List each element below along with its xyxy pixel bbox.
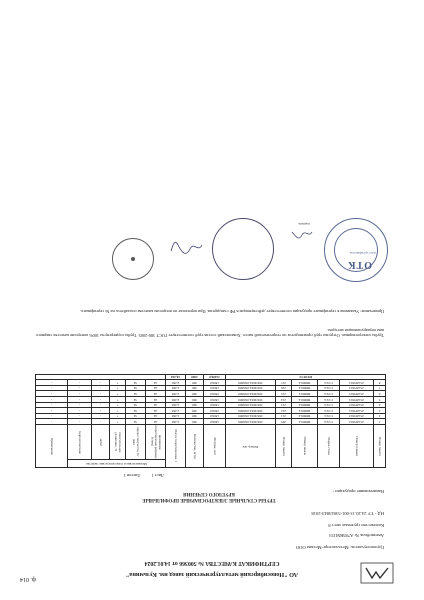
table-cell: 30Х30Х2,0Х6000 — [226, 413, 276, 419]
col-yield: предел текучести, Н/мм2 — [126, 425, 146, 460]
table-row — [36, 385, 386, 391]
table-cell: 9800014 — [292, 419, 318, 425]
table-cell: - — [36, 391, 68, 397]
otk-stamp-ring-text: Для сертификатов — [349, 251, 376, 255]
table-cell: 216 — [276, 385, 292, 391]
table-cell: 214 — [276, 397, 292, 403]
table-cell: 3 — [374, 408, 386, 414]
table-cell: 211 — [276, 413, 292, 419]
table-total-row — [36, 374, 386, 380]
total-length: 14400,0 — [204, 374, 226, 380]
table-cell: 9800014 — [292, 402, 318, 408]
col-note: Примечание — [36, 425, 68, 468]
table-body — [36, 374, 386, 424]
table-row — [36, 391, 386, 397]
table-cell: 1800,0 — [204, 385, 226, 391]
total-count: 2400 — [186, 374, 204, 380]
table-cell: - — [36, 380, 68, 386]
total-label: ИТОГО: — [226, 374, 386, 380]
col-package: Номер пакета — [276, 425, 292, 468]
table-cell: + — [110, 397, 126, 403]
table-cell: 231205813 — [340, 385, 374, 391]
total-empty — [36, 374, 166, 380]
sheet-count: Листов 1 — [123, 473, 141, 478]
col-no: Номер пакета — [374, 425, 386, 468]
table-cell: 231205813 — [340, 391, 374, 397]
table-cell: 1800,0 — [204, 380, 226, 386]
consignee-line: Грузополучатель: Металлоторг-Москва ООО — [295, 545, 384, 550]
note-paragraph-1: Трубы электросварные. Отгрузка труб производится по теоретической массе. Химический состав труб соответствует ГОСТ 380-2005. Трубы подвергнуты 100% контролю качества сварного шва неразрушающим методом. — [36, 327, 384, 338]
table-cell: 215 — [276, 391, 292, 397]
table-cell: 1800,0 — [204, 408, 226, 414]
table-cell: 217 — [276, 380, 292, 386]
otk-stamp — [324, 218, 388, 282]
table-cell: 2,283 — [166, 402, 186, 408]
table-row — [36, 413, 386, 419]
mechanical-group-header: Механические и технологические свойства — [68, 460, 166, 468]
table-cell: 1800,0 — [204, 391, 226, 397]
table-cell: 44 — [146, 419, 166, 425]
table-cell: - — [92, 413, 110, 419]
table-cell: 300 — [186, 385, 204, 391]
table-cell: 44 — [146, 408, 166, 414]
table-cell: - — [68, 380, 92, 386]
table-cell: - — [68, 413, 92, 419]
small-stamp — [112, 238, 154, 280]
table-cell: 231205813 — [340, 402, 374, 408]
table-cell: 2,283 — [166, 408, 186, 414]
table-cell: 34 — [126, 408, 146, 414]
table-cell: - — [68, 419, 92, 425]
table-cell: 30Х30Х2,0Х6000 — [226, 402, 276, 408]
table-cell: 212 — [276, 408, 292, 414]
table-row — [36, 397, 386, 403]
table-cell: 44 — [146, 413, 166, 419]
certificate-title: СЕРТИФИКАТ КАЧЕСТВА № 500366 от 14.01.2024 — [144, 560, 280, 566]
table-cell: 1800,0 — [204, 419, 226, 425]
table-cell: 1800,0 — [204, 397, 226, 403]
col-hydrotest: гидроиспытание — [68, 425, 92, 460]
table-cell: 300 — [186, 391, 204, 397]
table-row — [36, 408, 386, 414]
table-cell: - — [92, 397, 110, 403]
product-name-line1: ТРУБЫ СТАЛЬНЫЕ ЭЛЕКТРОСВАРНЫЕ ПРОФИЛЬНЫЕ — [142, 497, 276, 502]
table-cell: 213 — [276, 402, 292, 408]
col-mass: Масса теоретическая, т — [166, 425, 186, 468]
table-cell: - — [36, 397, 68, 403]
col-order: Номер заказа — [292, 425, 318, 468]
table-cell: + — [110, 413, 126, 419]
table-cell: 30Х30Х2,0Х6000 — [226, 419, 276, 425]
signature-icon — [170, 241, 204, 255]
certificate-table — [35, 374, 386, 468]
sheet-info — [114, 473, 164, 478]
table-cell: - — [92, 391, 110, 397]
col-grade: Марка стали — [318, 425, 340, 468]
table-cell: - — [36, 385, 68, 391]
table-row — [36, 402, 386, 408]
table-cell: 205 — [276, 419, 292, 425]
table-cell: 231205813 — [340, 419, 374, 425]
table-header-row — [36, 460, 386, 468]
table-cell: - — [92, 419, 110, 425]
table-cell: - — [36, 408, 68, 414]
table-cell: 1800,0 — [204, 402, 226, 408]
table-cell: - — [92, 408, 110, 414]
table-cell: 300 — [186, 397, 204, 403]
table-cell: 30Х30Х2,0Х6000 — [226, 391, 276, 397]
table-cell: + — [110, 385, 126, 391]
table-cell: 4 — [374, 402, 386, 408]
table-cell: 34 — [126, 385, 146, 391]
table-cell: + — [110, 402, 126, 408]
table-cell: 231205813 — [340, 397, 374, 403]
table-cell: 2,283 — [166, 380, 186, 386]
table-row — [36, 380, 386, 386]
table-cell: 231205813 — [340, 413, 374, 419]
table-cell: 231205813 — [340, 380, 374, 386]
table-cell: Ст3сп — [318, 380, 340, 386]
table-cell: 300 — [186, 408, 204, 414]
table-cell: 30Х30Х2,0Х6000 — [226, 385, 276, 391]
table-row — [36, 419, 386, 425]
table-cell: 30Х30Х2,0Х6000 — [226, 397, 276, 403]
otk-stamp-label: ОТК — [347, 259, 372, 270]
table-cell: 2 — [374, 413, 386, 419]
table-cell: - — [68, 391, 92, 397]
organization-name: АО "Новосибирский металлургический завод им. Кузьмина" — [125, 571, 299, 578]
form-number: ф. 014 — [20, 576, 36, 582]
table-cell: 1 — [374, 419, 386, 425]
table-cell: 30Х30Х2,0Х6000 — [226, 408, 276, 414]
table-cell: 2,283 — [166, 385, 186, 391]
table-cell: Ст3сп — [318, 397, 340, 403]
table-cell: + — [110, 419, 126, 425]
cargo-places-line: Количество грузовых мест 8 — [328, 523, 384, 528]
table-cell: - — [92, 385, 110, 391]
table-cell: 300 — [186, 380, 204, 386]
table-cell: - — [36, 413, 68, 419]
table-cell: 8 — [374, 380, 386, 386]
table-cell: 300 — [186, 419, 204, 425]
table-cell: 9800014 — [292, 408, 318, 414]
table-cell: 7 — [374, 385, 386, 391]
signature-label: подпись — [298, 222, 310, 226]
table-cell: 44 — [146, 397, 166, 403]
col-bend: загиб — [92, 425, 110, 460]
table-cell: Ст3сп — [318, 391, 340, 397]
product-name — [104, 490, 314, 502]
table-cell: 30Х30Х2,0Х6000 — [226, 380, 276, 386]
table-cell: 9800014 — [292, 391, 318, 397]
table-cell: 231205813 — [340, 408, 374, 414]
table-cell: Ст3сп — [318, 413, 340, 419]
col-elongation: относительное удлинение, % — [110, 425, 126, 460]
table-cell: 9800014 — [292, 380, 318, 386]
table-cell: 34 — [126, 397, 146, 403]
total-mass: 18,264 — [166, 374, 186, 380]
table-cell: 44 — [146, 391, 166, 397]
vehicle-line: Автомобиль № А785ВМ153 — [329, 533, 384, 538]
signature-2-icon — [290, 228, 314, 240]
col-heat: Номер плавки — [340, 425, 374, 468]
table-cell: 2,283 — [166, 419, 186, 425]
table-cell: 6 — [374, 391, 386, 397]
table-cell: 34 — [126, 380, 146, 386]
col-tensile: временное сопротивление разрыву, Н/мм2 — [146, 425, 166, 460]
table-cell: 9800014 — [292, 413, 318, 419]
table-cell: 34 — [126, 413, 146, 419]
note-paragraph-2: Примечание: Указанная в сертификате продукция соответствует действующим в РФ стандартам. При переписке по вопросам качества ссылайтесь на № сертификата. — [80, 309, 384, 314]
col-length: Метраж, м/п — [204, 425, 226, 468]
table-cell: 2,283 — [166, 397, 186, 403]
table-cell: - — [36, 419, 68, 425]
table-cell: 44 — [146, 402, 166, 408]
table-cell: 44 — [146, 380, 166, 386]
table-cell: - — [92, 402, 110, 408]
table-cell: - — [36, 402, 68, 408]
product-label: Наименование продукции - — [332, 489, 384, 494]
sheet-number: Лист 1 — [151, 473, 164, 478]
table-cell: Ст3сп — [318, 385, 340, 391]
table-cell: 300 — [186, 402, 204, 408]
table-cell: 44 — [146, 385, 166, 391]
table-cell: - — [68, 397, 92, 403]
table-cell: + — [110, 408, 126, 414]
table-cell: 34 — [126, 391, 146, 397]
table-cell: 300 — [186, 413, 204, 419]
table-cell: Ст3сп — [318, 419, 340, 425]
standard-line: НД - ТУ 24.20.13-001-53843843-2018 — [311, 511, 384, 516]
table-cell: 2,283 — [166, 391, 186, 397]
table-cell: 34 — [126, 402, 146, 408]
table-cell: Ст3сп — [318, 408, 340, 414]
table-cell: 9800014 — [292, 385, 318, 391]
col-count: Количество, штук — [186, 425, 204, 468]
table-cell: + — [110, 391, 126, 397]
product-name-line2: КРУГЛОГО СЕЧЕНИЯ — [183, 491, 235, 496]
round-stamp — [212, 218, 274, 280]
col-size: Размер, мм — [226, 425, 276, 468]
table-cell: 1800,0 — [204, 413, 226, 419]
table-cell: 5 — [374, 397, 386, 403]
table-cell: - — [92, 380, 110, 386]
table-cell: Ст3сп — [318, 402, 340, 408]
table-cell: + — [110, 380, 126, 386]
table-cell: 34 — [126, 419, 146, 425]
table-cell: 9800014 — [292, 397, 318, 403]
table-cell: - — [68, 408, 92, 414]
table-cell: - — [68, 402, 92, 408]
table-cell: - — [68, 385, 92, 391]
table-cell: 2,283 — [166, 413, 186, 419]
